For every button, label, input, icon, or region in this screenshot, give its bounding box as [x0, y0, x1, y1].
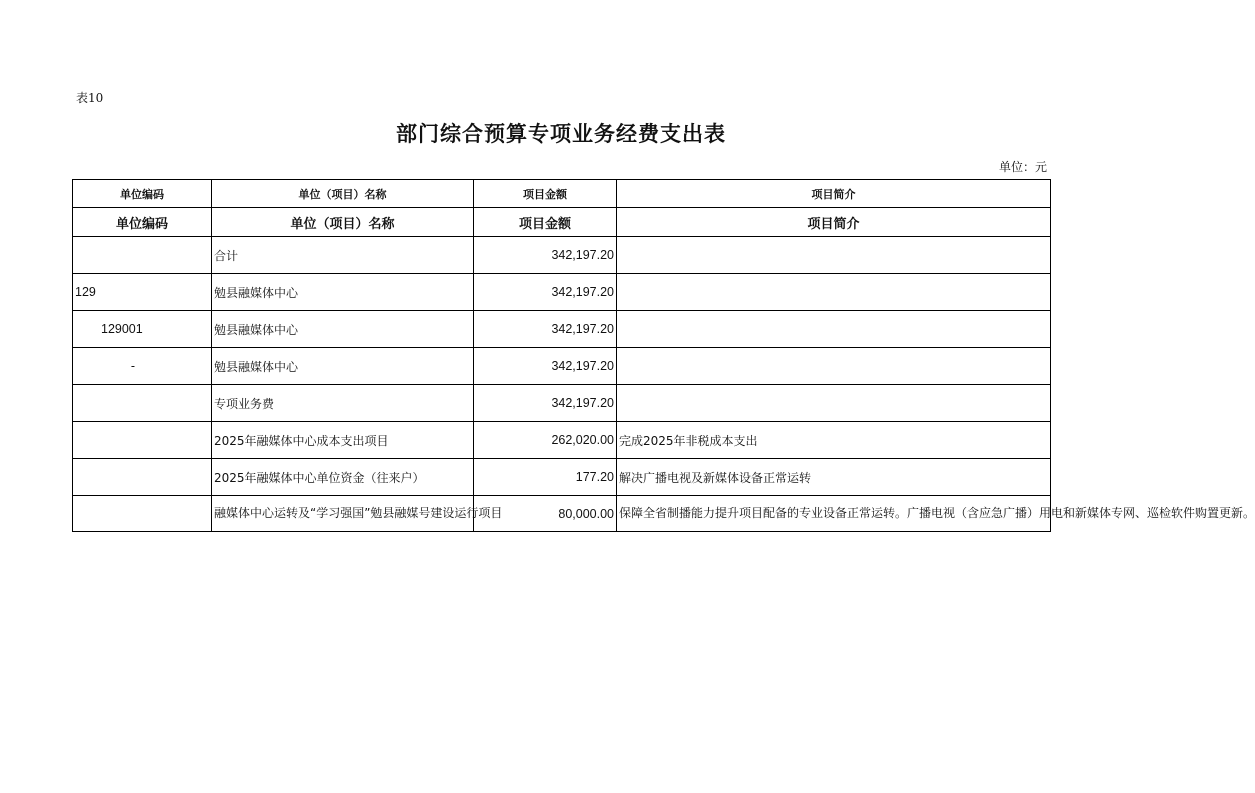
cell-code [73, 422, 212, 459]
cell-desc [617, 274, 1051, 311]
cell-name: 勉县融媒体中心 [212, 274, 474, 311]
cell-code [73, 237, 212, 274]
header-row-2 [73, 208, 1051, 237]
cell-code [73, 496, 212, 532]
table-row [73, 496, 1051, 532]
cell-name: 2025年融媒体中心单位资金（往来户） [212, 459, 474, 496]
cell-amount: 177.20 [474, 459, 617, 496]
cell-name: 2025年融媒体中心成本支出项目 [212, 422, 474, 459]
cell-amount: 80,000.00 [474, 496, 617, 532]
cell-desc: 解决广播电视及新媒体设备正常运转 [617, 459, 1051, 496]
header-desc: 项目简介 [617, 180, 1051, 208]
cell-name: 合计 [212, 237, 474, 274]
cell-desc [617, 311, 1051, 348]
cell-name: 专项业务费 [212, 385, 474, 422]
cell-desc: 完成2025年非税成本支出 [617, 422, 1051, 459]
table-row [73, 348, 1051, 385]
cell-name: 勉县融媒体中心 [212, 311, 474, 348]
header-desc: 项目简介 [617, 208, 1051, 237]
cell-amount: 342,197.20 [474, 311, 617, 348]
table-row [73, 459, 1051, 496]
cell-code [73, 459, 212, 496]
header-row-1 [73, 180, 1051, 208]
header-code: 单位编码 [73, 180, 212, 208]
page-title: 部门综合预算专项业务经费支出表 [396, 122, 726, 146]
cell-amount: 342,197.20 [474, 385, 617, 422]
cell-name: 融媒体中心运转及“学习强国”勉县融媒号建设运行项目 [212, 496, 474, 532]
header-code: 单位编码 [73, 208, 212, 237]
cell-amount: 262,020.00 [474, 422, 617, 459]
header-name: 单位（项目）名称 [212, 180, 474, 208]
cell-desc [617, 348, 1051, 385]
cell-amount: 342,197.20 [474, 274, 617, 311]
table-row [73, 237, 1051, 274]
header-amount: 项目金额 [474, 180, 617, 208]
cell-name: 勉县融媒体中心 [212, 348, 474, 385]
cell-desc: 保障全省制播能力提升项目配备的专业设备正常运转。广播电视（含应急广播）用电和新媒体专网、巡检软件购置更新。 [617, 496, 1051, 532]
cell-code: 129001 [73, 311, 212, 348]
table-row [73, 274, 1051, 311]
cell-code [73, 385, 212, 422]
budget-table [72, 179, 1255, 532]
cell-amount: 342,197.20 [474, 237, 617, 274]
table-row [73, 385, 1051, 422]
table-row [73, 311, 1051, 348]
cell-desc [617, 385, 1051, 422]
unit-label: 单位：元 [998, 160, 1047, 174]
table-number: 表10 [76, 91, 104, 105]
cell-amount: 342,197.20 [474, 348, 617, 385]
header-name: 单位（项目）名称 [212, 208, 474, 237]
table-row [73, 422, 1051, 459]
cell-code: - [73, 348, 212, 385]
cell-desc [617, 237, 1051, 274]
header-amount: 项目金额 [474, 208, 617, 237]
cell-code: 129 [73, 274, 212, 311]
